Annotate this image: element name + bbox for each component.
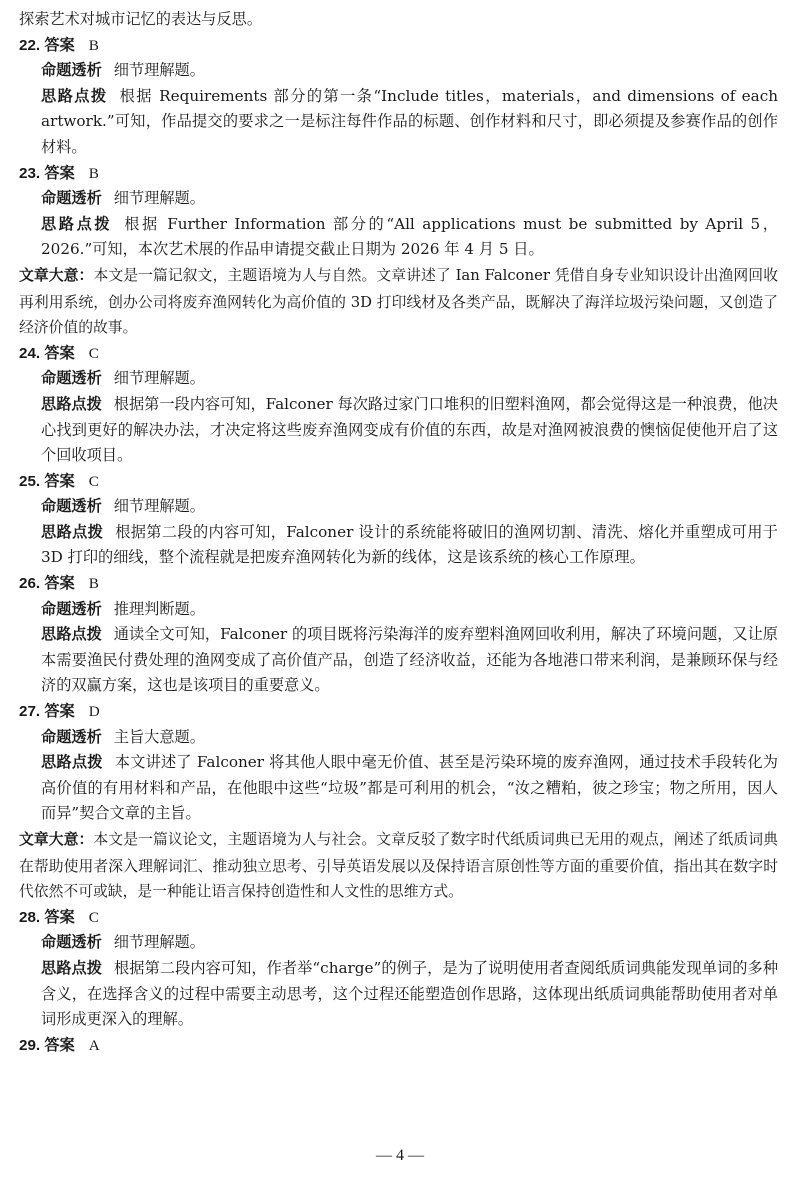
analysis-line: 命题透析 细节理解题。 <box>41 189 205 208</box>
analysis-line: 命题透析 推理判断题。 <box>41 599 205 618</box>
article-summary-2: 文章大意：本文是一篇议论文，主题语境为人与社会。文章反驳了数字时代纸质词典已无用的观点，阐述了纸质词典在帮助使用者深入理解词汇、推动独立思考、引导英语发展以及保持语言原创性等方面的重要价值，指出其在数字时代依然不可或缺，是一种能让语言保持创造性和人文性的思维方式。 <box>19 831 778 901</box>
page-number: — 4 — <box>376 1147 424 1164</box>
analysis-line: 命题透析 细节理解题。 <box>41 369 205 388</box>
question-22 <box>19 33 778 161</box>
answer-line: 23. 答案 B <box>19 164 99 182</box>
analysis-line: 命题透析 细节理解题。 <box>41 933 205 952</box>
answer-line: 24. 答案 C <box>19 344 99 362</box>
intro-line: 探索艺术对城市记忆的表达与反思。 <box>19 10 262 28</box>
hint-line: 思路点拨 根据 Requirements 部分的第一条“Include titles，materials，and dimensions of each artwork.”可知，作品提交的要求之一是标注每件作品的标题、创作材料和尺寸，即必须提及参赛作品的创作材料。 <box>41 86 779 156</box>
answer-line: 26. 答案 B <box>19 575 99 593</box>
question-28 <box>19 905 778 1033</box>
answer-line: 29. 答案 A <box>19 1036 100 1054</box>
question-27 <box>19 699 778 827</box>
article-summary-1: 文章大意：本文是一篇记叙文，主题语境为人与自然。文章讲述了 Ian Falconer 凭借自身专业知识设计出渔网回收再利用系统，创办公司将废弃渔网转化为高价值的 3D 打印线材及各类产品，既解决了海洋垃圾污染问题，又创造了经济价值的故事。 <box>19 266 778 337</box>
hint-line: 思路点拨 根据第二段的内容可知，Falconer 设计的系统能将破旧的渔网切割、清洗、熔化并重塑成可用于 3D 打印的细线，整个流程就是把废弃渔网转化为新的线体，这是该系统的核心工作原理。 <box>41 522 778 567</box>
question-26 <box>19 571 778 699</box>
answer-line: 27. 答案 D <box>19 703 100 721</box>
answer-line: 25. 答案 C <box>19 472 99 490</box>
question-24 <box>19 341 778 469</box>
answer-line: 28. 答案 C <box>19 908 99 926</box>
hint-line: 思路点拨 根据第二段内容可知，作者举“charge”的例子，是为了说明使用者查阅纸质词典能发现单词的多种含义，在选择含义的过程中需要主动思考，这个过程还能塑造创作思路，这体现出纸质词典能帮助使用者对单词形成更深入的理解。 <box>41 958 779 1029</box>
analysis-line: 命题透析 细节理解题。 <box>41 497 205 516</box>
hint-line: 思路点拨 根据第一段内容可知，Falconer 每次路过家门口堆积的旧塑料渔网，都会觉得这是一种浪费，他决心找到更好的解决办法，才决定将这些废弃渔网变成有价值的东西，故是对渔网被浪费的懊恼促使他开启了这个回收项目。 <box>41 394 778 465</box>
question-23 <box>19 161 778 263</box>
question-25 <box>19 469 778 571</box>
hint-line: 思路点拨 根据 Further Information 部分的“All applications must be submitted by April 5，2026.”可知，本次艺术展的作品申请提交截止日期为 2026 年 4 月 5 日。 <box>41 214 778 259</box>
hint-line: 思路点拨 通读全文可知，Falconer 的项目既将污染海洋的废弃塑料渔网回收利用，解决了环境问题，又让原本需要渔民付费处理的渔网变成了高价值产品，创造了经济收益，还能为各地港口带来利润，是兼顾环保与经济的双赢方案，这也是该项目的重要意义。 <box>41 625 778 695</box>
answer-line: 22. 答案 B <box>19 36 99 54</box>
analysis-line: 命题透析 主旨大意题。 <box>41 727 205 746</box>
hint-line: 思路点拨 本文讲述了 Falconer 将其他人眼中毫无价值、甚至是污染环境的废弃渔网，通过技术手段转化为高价值的有用材料和产品，在他眼中这些“垃圾”都是可利用的机会，“汝之糟粕，彼之珍宝；物之所用，因人而异”契合文章的主旨。 <box>41 753 778 823</box>
question-29 <box>19 1033 778 1059</box>
analysis-line: 命题透析 细节理解题。 <box>41 61 205 80</box>
